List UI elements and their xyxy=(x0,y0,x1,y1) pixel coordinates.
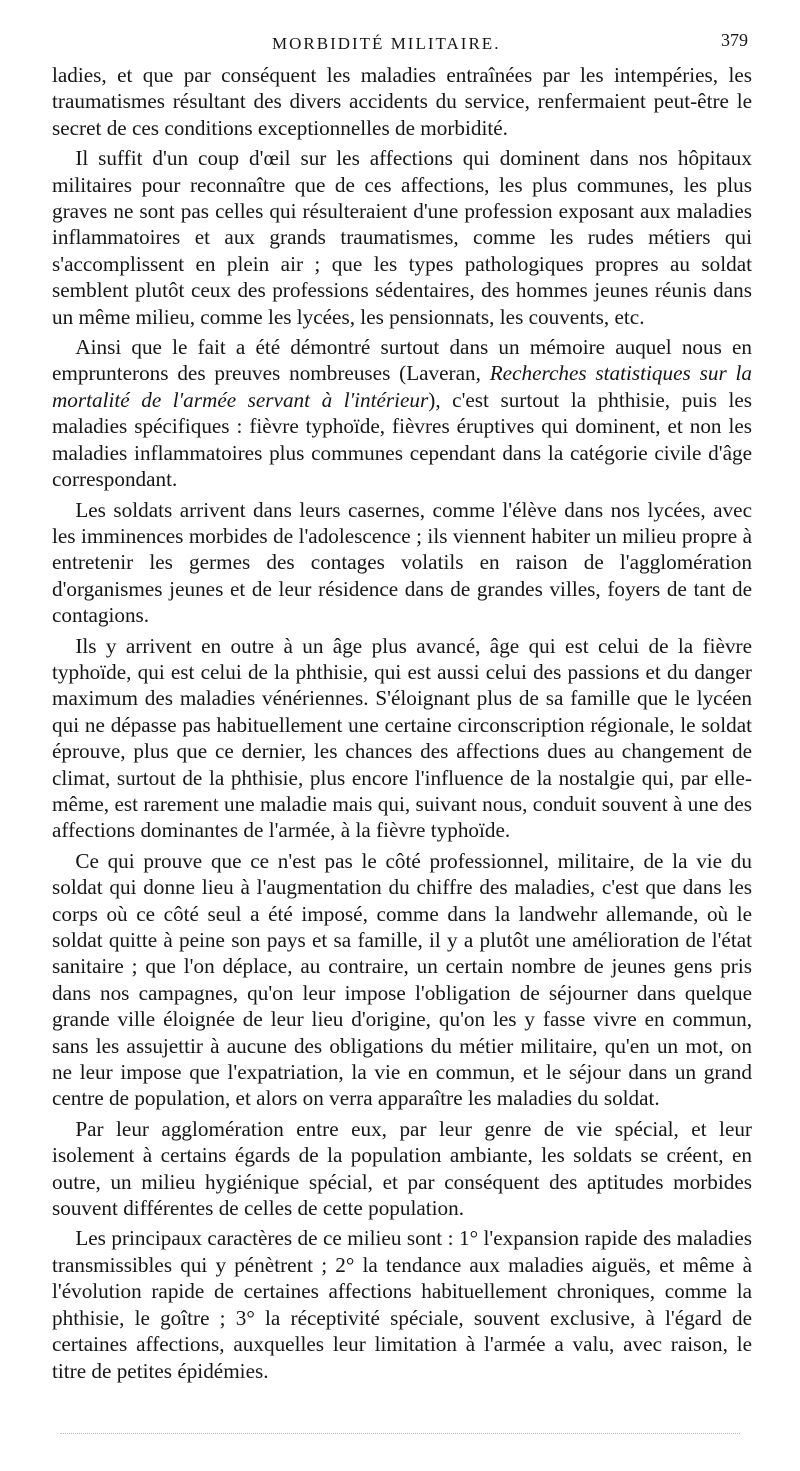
citation-tail: ), c'est surtout la phthisie, puis les maladies spécifiques : fièvre typhoïde, fièvres éruptives qui dominent, et non les maladies inflammatoires plus communes cependant dans la catégorie civile d'âge correspondant. xyxy=(52,387,753,492)
paragraph: Par leur agglomération entre eux, par leur genre de vie spécial, et leur isolement à certains égards de la population ambiante, les soldats se créent, en outre, un milieu hygiénique spécial, et par conséquent des aptitudes morbides souvent différentes de celles de cette population. xyxy=(52,1116,752,1221)
body-text xyxy=(52,62,752,1384)
paragraph: Les soldats arrivent dans leurs casernes, comme l'élève dans nos lycées, avec les imminences morbides de l'adolescence ; ils viennent habiter un milieu propre à entretenir les germes des contages volatils en raison de l'agglomération d'organismes jeunes et de leur résidence dans de grandes villes, foyers de tant de contagions. xyxy=(52,497,752,628)
paragraph-continued: ladies, et que par conséquent les maladies entraînées par les intempéries, les traumatismes résultant des divers accidents du service, renfermaient peut-être le secret de ces conditions exceptionnelles de morbidité. xyxy=(52,63,752,140)
paragraph: Ils y arrivent en outre à un âge plus avancé, âge qui est celui de la fièvre typhoïde, qui est celui de la phthisie, qui est aussi celui des passions et du danger maximum des maladies vénériennes. S'éloignant plus de sa famille que le lycéen qui ne dépasse pas habituellement une certaine circonscription régionale, le soldat éprouve, plus que ce dernier, les chances des affections dues au changement de climat, surtout de la phthisie, plus encore l'influence de la nostalgie qui, par elle-même, est rarement une maladie mais qui, suivant nous, conduit souvent à une des affections dominantes de l'armée, à la fièvre typhoïde. xyxy=(52,633,752,843)
paragraph: Ce qui prouve que ce n'est pas le côté professionnel, militaire, de la vie du soldat qui donne lieu à l'augmentation du chiffre des maladies, c'est que dans les corps où ce côté seul a été imposé, comme dans la landwehr allemande, où le soldat quitte à peine son pays et sa famille, il y a plutôt une amélioration de l'état sanitaire ; que l'on déplace, au contraire, un certain nombre de jeunes gens pris dans nos campagnes, qu'on leur impose l'obligation de séjourner dans quelque grande ville éloignée de leur lieu d'origine, qu'on les y fasse vivre en commun, sans les assujettir à aucune des obligations du métier militaire, qu'en un mot, on ne leur impose que l'expatriation, la vie en commun, et le séjour dans un grand centre de population, et alors on verra apparaître les maladies du soldat. xyxy=(52,848,752,1111)
bottom-rule-divider xyxy=(60,1433,740,1434)
running-header xyxy=(52,30,752,62)
running-title: MORBIDITÉ MILITAIRE. xyxy=(272,34,501,53)
paragraph: Les principaux caractères de ce milieu sont : 1° l'expansion rapide des maladies transmissibles qui y pénètrent ; 2° la tendance aux maladies aiguës, et même à l'évolution rapide de certaines affections habituellement chroniques, comme la phthisie, le goître ; 3° la réceptivité spéciale, souvent exclusive, à l'égard de certaines affections, auxquelles leur limitation à l'armée a valu, avec raison, le titre de petites épidémies. xyxy=(52,1226,752,1383)
paragraph: Il suffit d'un coup d'œil sur les affections qui dominent dans nos hôpitaux militaires pour reconnaître que de ces affections, les plus communes, les plus graves ne sont pas celles qui résulteraient d'une profession exposant aux maladies inflammatoires et aux grands traumatismes, comme les rudes métiers qui s'accomplissent en plein air ; que les types pathologiques propres au soldat semblent plutôt ceux des professions sédentaires, des hommes jeunes réunis dans un même milieu, comme les lycées, les pensionnats, les couvents, etc. xyxy=(52,146,752,329)
paragraph-with-citation xyxy=(52,334,752,492)
citation-lead: Ainsi que le fait a été démontré surtout dans un mémoire auquel nous en emprunterons des preuves nombreuses (Laveran, xyxy=(52,335,752,386)
page-number: 379 xyxy=(721,30,748,50)
citation-title: Recherches statistiques sur la mortalité de l'armée servant à l'intérieur xyxy=(52,361,752,412)
